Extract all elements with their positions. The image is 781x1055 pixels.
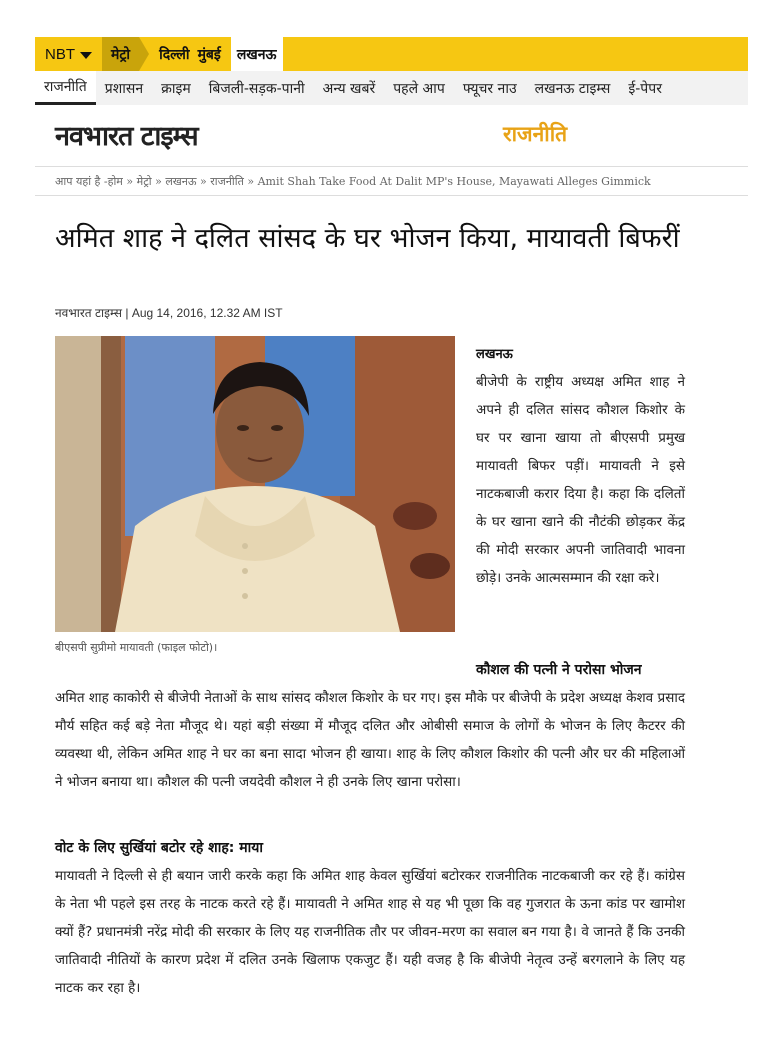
nav-lucknow-times[interactable]: लखनऊ टाइम्स bbox=[534, 80, 611, 97]
category-nav bbox=[35, 71, 748, 105]
article-paragraph-2: मायावती ने दिल्ली से ही बयान जारी करके कहा कि अमित शाह केवल सुर्खियां बटोरकर राजनीतिक नाटकबाजी कर रहे हैं। कांग्रेस के नेता भी पहले इस तरह के नाटक करते रहे हैं। मायावती ने अमित शाह से यह भी पूछा कि वह गुजरात के ऊना कांड पर खामोश क्यों हैं? प्रधानमंत्री नरेंद्र मोदी की सरकार के लिए यह राजनीतिक तौर पर जीवन-मरण का सवाल बन गया है। वे जानते हैं कि उनकी जातिवादी नीतियों के कारण प्रदेश में दलित उनके खिलाफ एकजुट हैं। यही वजह है कि बीजेपी नेतृत्व उन्हें बरगलाने के लिए यह नाटक कर रहा है। bbox=[55, 868, 685, 996]
breadcrumb-lucknow[interactable]: लखनऊ bbox=[165, 175, 197, 188]
article-paragraph-1: अमित शाह काकोरी से बीजेपी नेताओं के साथ सांसद कौशल किशोर के घर गए। इस मौके पर बीजेपी के प्रदेश अध्यक्ष केशव प्रसाद मौर्य सहित कई बड़े नेता मौजूद थे। यहां बड़ी संख्या में मौजूद दलित और ओबीसी समाज के लोगों के भोजन के लिए कैटरर की व्यवस्था थी, लेकिन अमित शाह ने घर का बना सादा भोजन ही खाया। शाह के लिए कौशल किशोर की पत्नी और घर की महिलाओं ने भोजन बनाया था। कौशल की पत्नी जयदेवी कौशल ने ही उनके लिए खाना परोसा। bbox=[55, 690, 685, 790]
nav-crime[interactable]: क्राइम bbox=[161, 80, 191, 97]
metro-section[interactable]: मेट्रो bbox=[102, 37, 139, 71]
breadcrumb-current: Amit Shah Take Food At Dalit MP's House, Mayawati Alleges Gimmick bbox=[257, 175, 651, 188]
byline bbox=[55, 304, 283, 321]
article-intro: बीजेपी के राष्ट्रीय अध्यक्ष अमित शाह ने अपने ही दलित सांसद कौशल किशोर के घर पर खाना खाया तो बीएसपी प्रमुख मायावती बिफर पड़ीं। मायावती ने इसे नाटकबाजी करार दिया है। कहा कि दलितों के घर खाना खाने की नौटंकी छोड़कर केंद्र की मोदी सरकार अपनी जातिवादी भावना छोड़े। उनके आत्मसम्मान की रक्षा करे। bbox=[476, 374, 685, 586]
mayawati-photo-image bbox=[55, 336, 455, 632]
city-lucknow[interactable]: लखनऊ bbox=[231, 37, 283, 71]
city-mumbai[interactable]: मुंबई bbox=[197, 46, 221, 63]
section-title: राजनीति bbox=[503, 122, 568, 146]
site-logo[interactable]: नवभारत टाइम्स bbox=[55, 121, 198, 152]
top-bar bbox=[35, 37, 748, 71]
caret-down-icon bbox=[80, 52, 92, 59]
breadcrumb: आप यहां है -होम » मेट्रो » लखनऊ » राजनीति » Amit Shah Take Food At Dalit MP's House, Mayawati Alleges Gimmick bbox=[55, 175, 651, 188]
byline-date: | Aug 14, 2016, 12.32 AM IST bbox=[125, 306, 283, 320]
subheading-kaushal-wife: कौशल की पत्नी ने परोसा भोजन bbox=[476, 662, 642, 678]
divider bbox=[35, 166, 748, 167]
byline-source[interactable]: नवभारत टाइम्स bbox=[55, 306, 123, 320]
city-delhi[interactable]: दिल्ली bbox=[159, 46, 190, 63]
subheading-headlines-for-votes: वोट के लिए सुर्खियां बटोर रहे शाह: माया bbox=[55, 840, 263, 856]
breadcrumb-politics[interactable]: राजनीति bbox=[210, 175, 244, 188]
nav-epaper[interactable]: ई-पेपर bbox=[628, 80, 662, 97]
article-headline: अमित शाह ने दलित सांसद के घर भोजन किया, मायावती बिफरीं bbox=[55, 223, 680, 254]
nbt-menu[interactable] bbox=[35, 37, 102, 71]
nav-pehle-aap[interactable]: पहले आप bbox=[393, 80, 445, 97]
breadcrumb-prefix: आप यहां है - bbox=[55, 175, 108, 188]
nav-administration[interactable]: प्रशासन bbox=[104, 80, 144, 97]
nav-future-now[interactable]: फ्यूचर नाउ bbox=[462, 80, 517, 97]
divider bbox=[35, 195, 748, 196]
breadcrumb-metro[interactable]: मेट्रो bbox=[136, 175, 152, 188]
nav-infrastructure[interactable]: बिजली-सड़क-पानी bbox=[208, 80, 305, 97]
article-photo bbox=[55, 336, 455, 632]
photo-caption: बीएसपी सुप्रीमो मायावती (फाइल फोटो)। bbox=[55, 641, 218, 654]
breadcrumb-home[interactable]: होम bbox=[107, 175, 123, 188]
dateline: लखनऊ bbox=[476, 347, 513, 362]
nav-politics[interactable]: राजनीति bbox=[35, 71, 96, 105]
nbt-label: NBT bbox=[45, 45, 75, 63]
nav-other-news[interactable]: अन्य खबरें bbox=[322, 80, 376, 97]
